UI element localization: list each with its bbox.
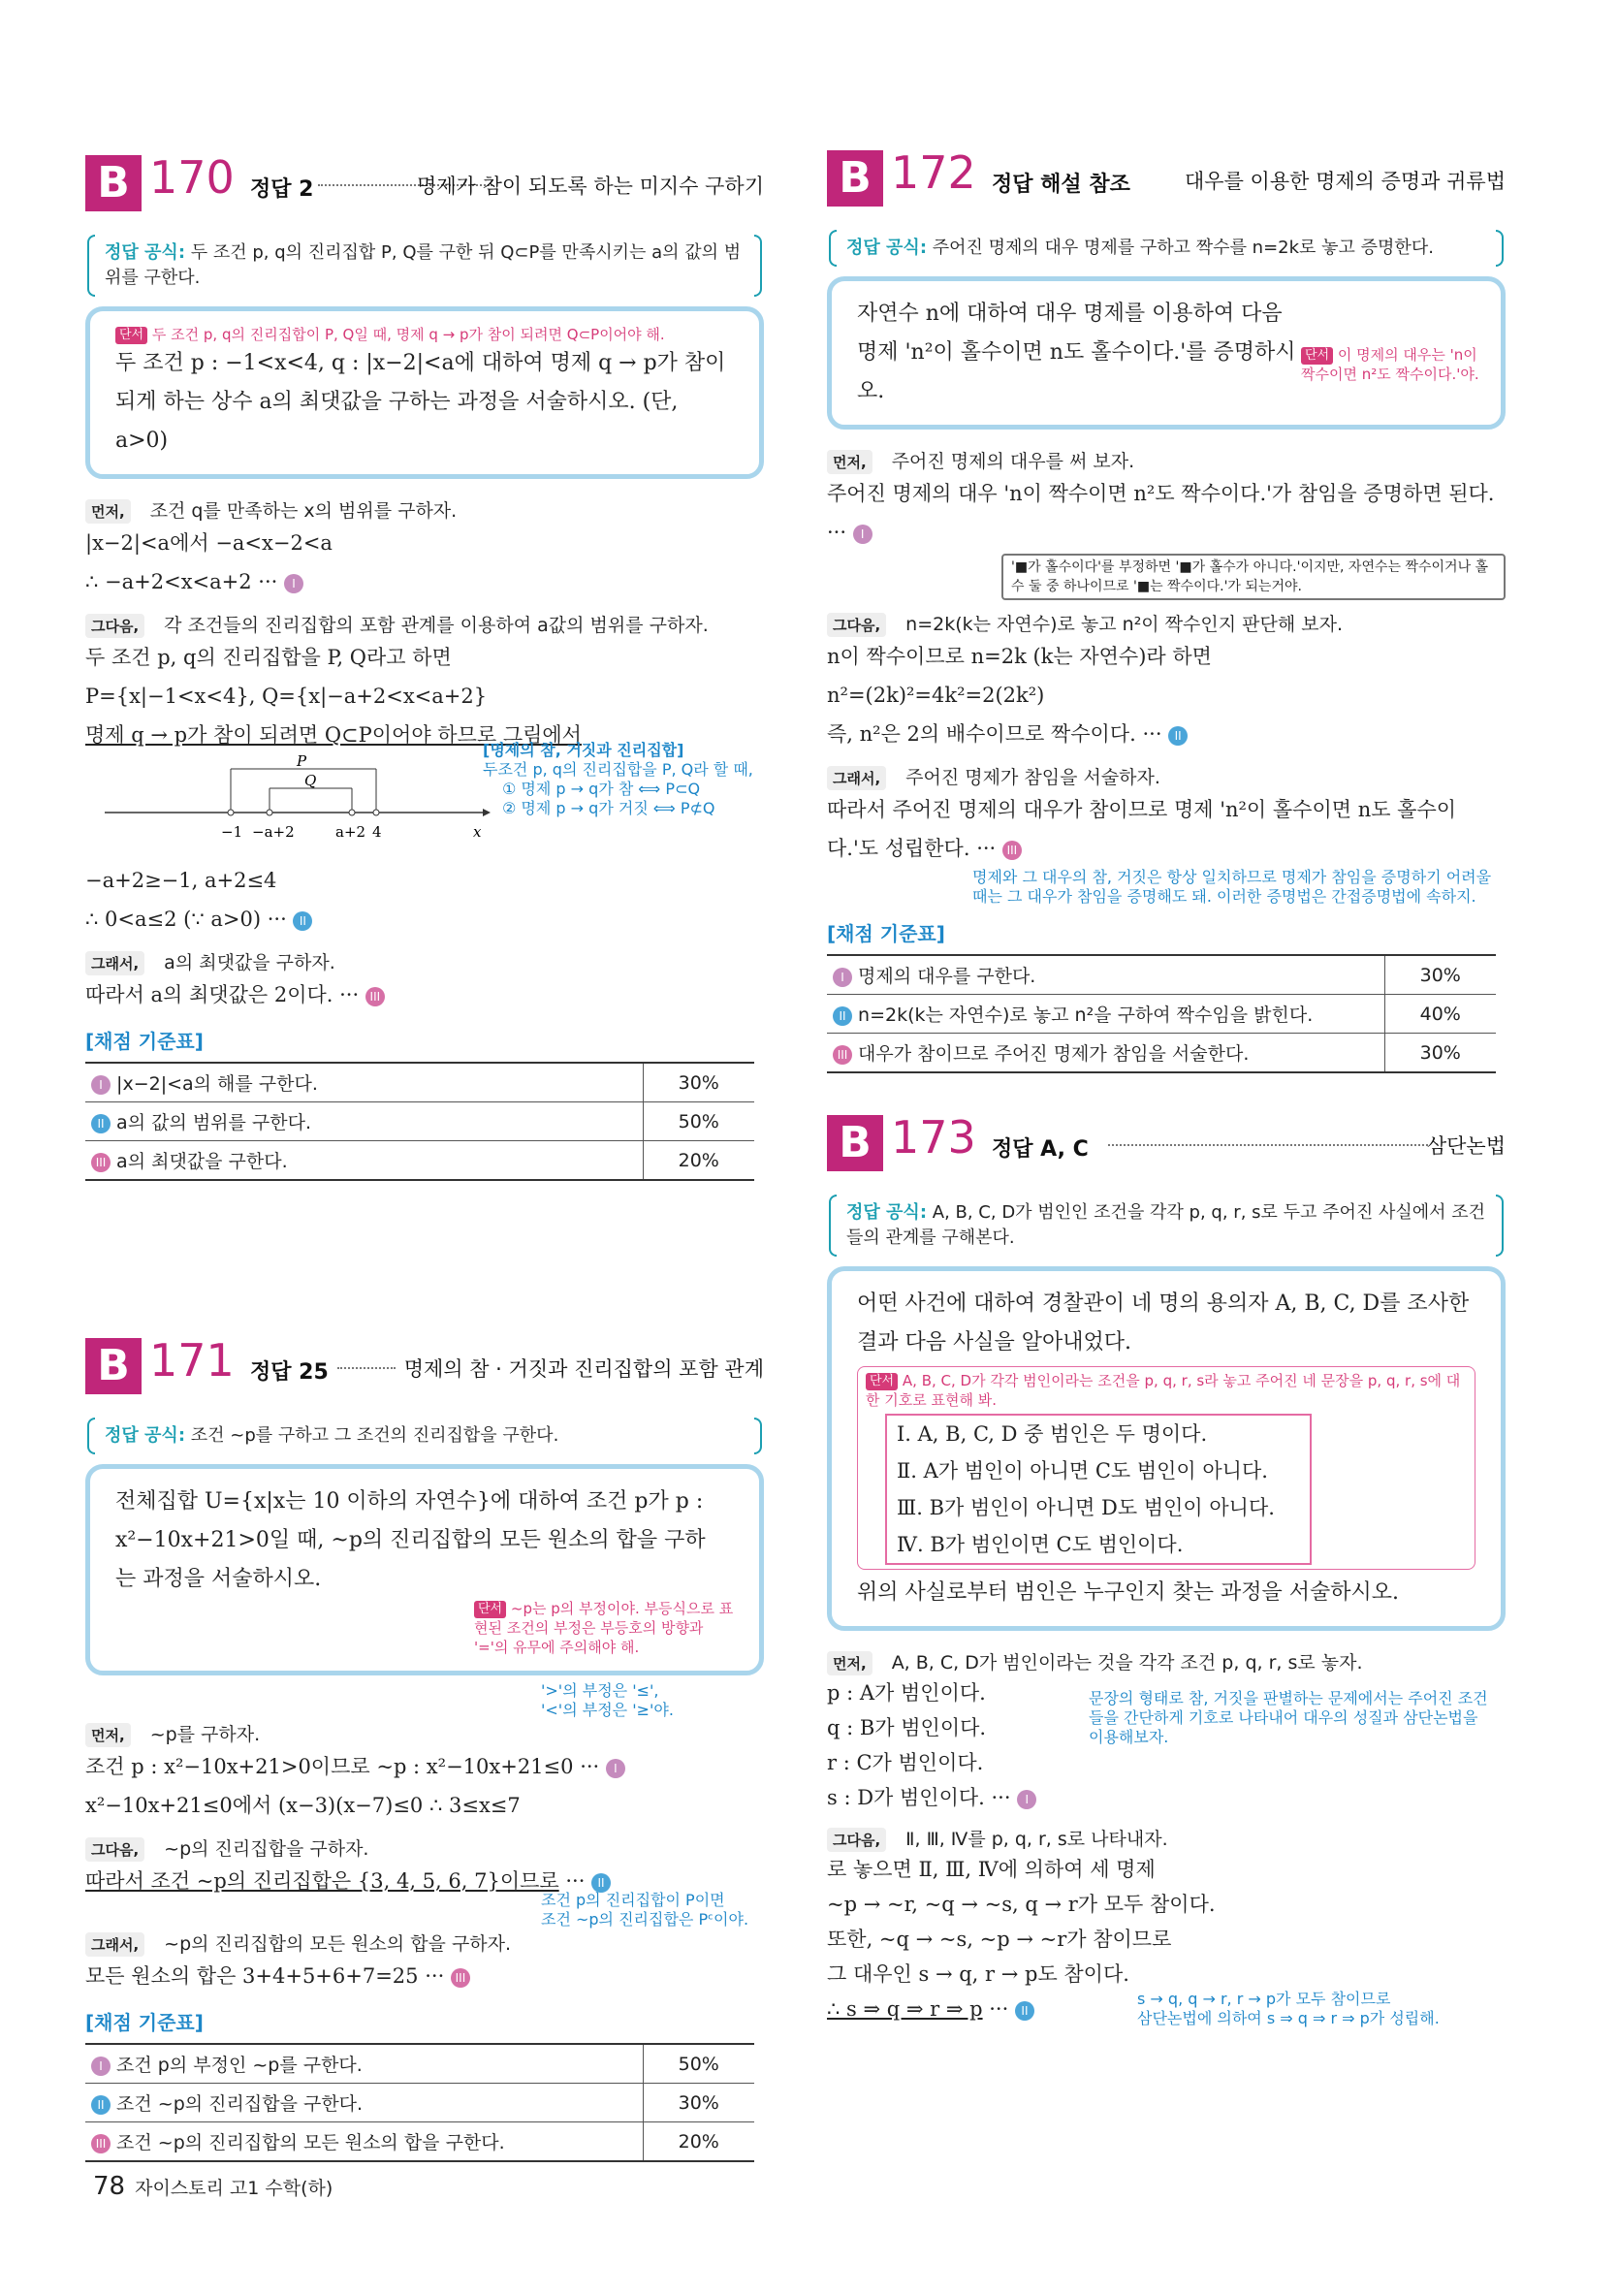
hint-tag: 단서	[866, 1373, 898, 1390]
question-text: 전체집합 U={x|x는 10 이하의 자연수}에 대하여 조건 p가 p : x²−10x+21>0일 때, ~p의 진리집합의 모든 원소의 합을 구하는 과정을 서술하시오.	[115, 1489, 706, 1591]
solution-line: 모든 원소의 합은 3+4+5+6+7=25 ··· III	[85, 1957, 764, 1995]
level-badge: B	[85, 1338, 142, 1394]
facts-list	[885, 1414, 1312, 1565]
answer-formula	[827, 1195, 1506, 1257]
grading-title: [채점 기준표]	[85, 2011, 204, 2034]
formula-label: 정답 공식:	[105, 242, 186, 263]
note-line: 두조건 p, q의 진리집합을 P, Q라 할 때,	[483, 760, 753, 779]
step-label: 먼저,	[827, 450, 872, 474]
step-1	[85, 496, 764, 524]
hint-text: ~p는 p의 부정이야. 부등식으로 표현된 조건의 부정은 부등호의 방향과 '='의 유무에 주의해야 해.	[474, 1600, 734, 1656]
formula-text: 두 조건 p, q의 진리집합 P, Q를 구한 뒤 Q⊂P를 만족시키는 a의 값의 범위를 구한다.	[105, 242, 742, 288]
step-text: 각 조건들의 진리집합의 포함 관계를 이용하여 a값의 범위를 구하자.	[164, 615, 709, 636]
table-row: III a의 최댓값을 구한다. 20%	[85, 1141, 754, 1181]
step-text: 주어진 명제가 참임을 서술하자.	[905, 767, 1160, 788]
problem-number: 170	[149, 151, 235, 204]
formula-text: 조건 ~p를 구하고 그 조건의 진리집합을 구한다.	[185, 1425, 559, 1446]
question-text: 두 조건 p : −1<x<4, q : |x−2|<a에 대하여 명제 q → p가 참이 되게 하는 상수 a의 최댓값을 구하는 과정을 서술하시오. (단, a>0)	[115, 351, 726, 453]
hint	[115, 325, 734, 344]
hint	[866, 1371, 1467, 1410]
side-note	[483, 741, 774, 818]
step-1	[85, 1720, 764, 1747]
question-text: 위의 사실로부터 범인은 누구인지 찾는 과정을 서술하시오.	[857, 1580, 1400, 1605]
table-row: II n=2k(k는 자연수)로 놓고 n²을 구하여 짝수임을 밝힌다. 40%	[827, 995, 1496, 1034]
set-label-Q: Q	[304, 772, 317, 789]
step-label: 먼저,	[85, 1723, 131, 1747]
step-3	[85, 948, 764, 975]
axis-label: x	[473, 823, 482, 841]
number-line-diagram	[85, 754, 492, 861]
step-2	[85, 1834, 764, 1862]
list-item: r : C가 범인이다.	[827, 1751, 984, 1774]
step-text: Ⅱ, Ⅲ, Ⅳ를 p, q, r, s로 나타내자.	[905, 1829, 1168, 1850]
topic: 명제가 참이 되도록 하는 미지수 구하기	[417, 175, 764, 198]
topic: 대우를 이용한 명제의 증명과 귀류법	[1185, 170, 1506, 193]
page-footer	[93, 2172, 333, 2201]
step-text: ~p를 구하자.	[149, 1724, 261, 1745]
problem-header	[85, 151, 764, 223]
solution-line: 주어진 명제의 대우 'n이 짝수이면 n²도 짝수이다.'가 참임을 증명하면 된다. ··· I	[827, 482, 1495, 544]
grading-table	[85, 1062, 754, 1181]
formula-text: A, B, C, D가 범인인 조건을 각각 p, q, r, s로 두고 주어진 사실에서 조건들의 관계를 구해본다.	[846, 1202, 1486, 1248]
solution-line: ∴ −a+2<x<a+2 ··· I	[85, 562, 764, 601]
list-item: Ⅲ. B가 범인이 아니면 D도 범인이 아니다.	[897, 1496, 1275, 1519]
step-text: A, B, C, D가 범인이라는 것을 각각 조건 p, q, r, s로 놓자.	[891, 1652, 1363, 1674]
table-row: III 대우가 참이므로 주어진 명제가 참임을 서술한다. 30%	[827, 1034, 1496, 1073]
step-text: a의 최댓값을 구하자.	[164, 952, 335, 973]
solution-line: ∴ 0<a≤2 (∵ a>0) ··· II	[85, 900, 764, 939]
answer: 정답 25	[250, 1360, 329, 1385]
tick-label: 4	[372, 823, 382, 841]
page-number: 78	[93, 2172, 126, 2201]
solution-line: 두 조건 p, q의 진리집합을 P, Q라고 하면	[85, 646, 452, 669]
hint-tag: 단서	[474, 1601, 506, 1618]
side-note: 명제와 그 대우의 참, 거짓은 항상 일치하므로 명제가 참임을 증명하기 어려울 때는 그 대우가 참임을 증명해도 돼. 이러한 증명법은 간접증명법에 속하지.	[972, 868, 1492, 906]
solution-line: n²=(2k)²=4k²=2(2k²)	[827, 684, 1045, 707]
step-marker-1: I	[284, 574, 303, 593]
step-2	[85, 611, 764, 638]
problem-171	[85, 1334, 764, 2162]
level-badge: B	[827, 1115, 883, 1171]
step-label: 그래서,	[85, 951, 144, 975]
problem-number: 173	[891, 1111, 976, 1164]
step-label: 그다음,	[827, 1828, 886, 1852]
hint-tag: 단서	[1301, 347, 1333, 365]
answer-formula	[85, 235, 764, 297]
step-marker-2: II	[293, 911, 312, 931]
number-line-figure	[85, 741, 764, 861]
step-label: 그다음,	[85, 614, 144, 638]
step-label: 먼저,	[85, 499, 131, 524]
problem-173	[827, 1111, 1506, 2027]
step-1	[827, 447, 1506, 474]
question-box	[85, 1464, 764, 1675]
solution-line: ∴ s ⇒ q ⇒ r ⇒ p ··· II	[827, 1992, 1506, 2026]
definitions	[827, 1675, 1506, 1815]
step-label: 먼저,	[827, 1651, 872, 1675]
list-item: Ⅳ. B가 범인이면 C도 범인이다.	[897, 1533, 1184, 1556]
note-line: ② 명제 p → q가 거짓 ⟺ P⊄Q	[502, 799, 715, 817]
table-row: II a의 값의 범위를 구한다. 50%	[85, 1102, 754, 1141]
question-box	[85, 306, 764, 479]
level-badge: B	[827, 150, 883, 207]
question-box	[827, 276, 1506, 430]
step-text: 조건 q를 만족하는 x의 범위를 구하자.	[149, 500, 458, 522]
grading-title: [채점 기준표]	[827, 922, 945, 945]
side-note: s → q, q → r, r → p가 모두 참이므로 삼단논법에 의하여 s ⇒ q ⇒ r ⇒ p가 성립해.	[1137, 1990, 1440, 2027]
solution-line: 조건 p : x²−10x+21>0이므로 ~p : x²−10x+21≤0 ··· I	[85, 1747, 764, 1786]
step-2	[827, 1825, 1506, 1852]
conclusion	[827, 1992, 1506, 2026]
solution-line: P={x|−1<x<4}, Q={x|−a+2<x<a+2}	[85, 685, 488, 708]
problem-170	[85, 151, 764, 1181]
topic: 삼단논법	[1426, 1134, 1506, 1158]
set-label-P: P	[297, 754, 307, 770]
list-item: q : B가 범인이다.	[827, 1716, 987, 1739]
leader-dots	[337, 1367, 396, 1369]
step-1	[827, 1648, 1506, 1675]
grading-title: [채점 기준표]	[85, 1030, 204, 1053]
formula-label: 정답 공식:	[846, 1202, 928, 1223]
hint	[474, 1599, 734, 1657]
leader-dots	[1108, 1144, 1428, 1146]
step-text: 주어진 명제의 대우를 써 보자.	[891, 451, 1135, 472]
table-row: I 조건 p의 부정인 ~p를 구한다. 50%	[85, 2044, 754, 2084]
side-note: 문장의 형태로 참, 거짓을 판별하는 문제에서는 주어진 조건들을 간단하게 기호로 나타내어 대우의 성질과 삼단논법을 이용해보자.	[1089, 1689, 1488, 1746]
tick-label: −1	[221, 823, 243, 841]
formula-text: 주어진 명제의 대우 명제를 구하고 짝수를 n=2k로 놓고 증명한다.	[927, 238, 1434, 258]
topic: 명제의 참 · 거짓과 진리집합의 포함 관계	[403, 1357, 764, 1381]
question-box	[827, 1266, 1506, 1631]
step-label: 그다음,	[827, 613, 886, 637]
hint	[1301, 345, 1485, 384]
book-title: 자이스토리 고1 수학(하)	[135, 2178, 333, 2199]
note-line: ① 명제 p → q가 참 ⟺ P⊂Q	[502, 780, 701, 798]
solution-line: 로 놓으면 Ⅱ, Ⅲ, Ⅳ에 의하여 세 명제	[827, 1858, 1156, 1881]
solution-line: x²−10x+21≤0에서 (x−3)(x−7)≤0 ∴ 3≤x≤7	[85, 1794, 521, 1817]
question-text: 자연수 n에 대하여 대우 명제를 이용하여 다음 명제 'n²이 홀수이면 n도 홀수이다.'를 증명하시오.	[857, 302, 1296, 403]
table-row: I 명제의 대우를 구한다. 30%	[827, 955, 1496, 995]
step-text: n=2k(k는 자연수)로 놓고 n²이 짝수인지 판단해 보자.	[905, 614, 1344, 635]
table-row: III 조건 ~p의 진리집합의 모든 원소의 합을 구한다. 20%	[85, 2122, 754, 2162]
solution-line: 그 대우인 s → q, r → p도 참이다.	[827, 1962, 1129, 1986]
step-label: 그다음,	[85, 1837, 144, 1862]
tick-label: −a+2	[252, 823, 295, 841]
side-note: '>'의 부정은 '≤', '<'의 부정은 '≥'야.	[541, 1681, 674, 1719]
solution-line: −a+2≥−1, a+2≤4	[85, 869, 277, 892]
solution-line: 따라서 조건 ~p의 진리집합은 {3, 4, 5, 6, 7}이므로 ··· II	[85, 1862, 764, 1900]
solution-line: 명제 q → p가 참이 되려면 Q⊂P이어야 하므로 그림에서	[85, 723, 582, 747]
formula-label: 정답 공식:	[846, 238, 928, 258]
hint-text: A, B, C, D가 각각 범인이라는 조건을 p, q, r, s라 놓고 주어진 네 문장을 p, q, r, s에 대한 기호로 표현해 봐.	[866, 1372, 1461, 1409]
solution-line: n이 짝수이므로 n=2k (k는 자연수)라 하면	[827, 645, 1212, 668]
problem-header	[827, 1111, 1506, 1183]
formula-label: 정답 공식:	[105, 1425, 186, 1446]
step-label: 그래서,	[85, 1932, 144, 1957]
step-3	[827, 763, 1506, 790]
problem-number: 171	[149, 1334, 235, 1387]
step-label: 그래서,	[827, 766, 886, 790]
step-text: ~p의 진리집합의 모든 원소의 합을 구하자.	[164, 1933, 512, 1955]
solution-line: 또한, ~q → ~s, ~p → ~r가 참이므로	[827, 1928, 1172, 1951]
question-text: 어떤 사건에 대하여 경찰관이 네 명의 용의자 A, B, C, D를 조사한 결과 다음 사실을 알아내었다.	[857, 1292, 1470, 1355]
note-title: [명제의 참, 거짓과 진리집합]	[483, 741, 684, 759]
answer: 정답 2	[250, 177, 314, 202]
grading-table	[85, 2043, 754, 2162]
answer-formula	[827, 230, 1506, 267]
solution-line: ~p → ~r, ~q → ~s, q → r가 모두 참이다.	[827, 1893, 1216, 1916]
list-item: s : D가 범인이다. ··· I	[827, 1780, 1506, 1815]
step-3	[85, 1929, 764, 1957]
side-note: 조건 p의 진리집합이 P이면 조건 ~p의 진리집합은 Pᶜ이야.	[541, 1891, 749, 1929]
step-text: ~p의 진리집합을 구하자.	[164, 1838, 369, 1860]
list-item: Ⅱ. A가 범인이 아니면 C도 범인이 아니다.	[897, 1459, 1268, 1483]
hint-tag: 단서	[115, 327, 147, 344]
note-box: '■가 홀수이다'를 부정하면 '■가 홀수가 아니다.'이지만, 자연수는 짝수이거나 홀수 둘 중 하나이므로 '■는 짝수이다.'가 되는거야.	[1001, 554, 1506, 600]
problem-number: 172	[891, 146, 976, 199]
list-item: Ⅰ. A, B, C, D 중 범인은 두 명이다.	[897, 1422, 1208, 1446]
hint-text: 두 조건 p, q의 진리집합이 P, Q일 때, 명제 q → p가 참이 되려면 Q⊂P이어야 해.	[147, 326, 665, 343]
solution-line: |x−2|<a에서 −a<x−2<a	[85, 531, 333, 555]
facts-box	[857, 1366, 1475, 1570]
list-item: p : A가 범인이다.	[827, 1681, 986, 1705]
table-row: I |x−2|<a의 해를 구한다. 30%	[85, 1063, 754, 1102]
problem-172	[827, 146, 1506, 1073]
problem-header	[827, 146, 1506, 218]
answer-formula	[85, 1418, 764, 1454]
table-row: II 조건 ~p의 진리집합을 구한다. 30%	[85, 2084, 754, 2122]
solution-line: 즉, n²은 2의 배수이므로 짝수이다. ··· II	[827, 715, 1506, 753]
tick-label: a+2	[335, 823, 366, 841]
step-2	[827, 610, 1506, 637]
problem-header	[85, 1334, 764, 1406]
answer: 정답 해설 참조	[992, 173, 1130, 197]
step-marker-3: III	[365, 987, 385, 1006]
answer: 정답 A, C	[992, 1137, 1089, 1162]
solution-line: 따라서 주어진 명제의 대우가 참이므로 명제 'n²이 홀수이면 n도 홀수이다.'도 성립한다. ··· III	[827, 798, 1457, 860]
level-badge: B	[85, 155, 142, 211]
grading-table	[827, 954, 1496, 1073]
hint-text: 이 명제의 대우는 'n이 짝수이면 n²도 짝수이다.'야.	[1301, 346, 1479, 383]
solution-line: 따라서 a의 최댓값은 2이다. ··· III	[85, 975, 764, 1014]
